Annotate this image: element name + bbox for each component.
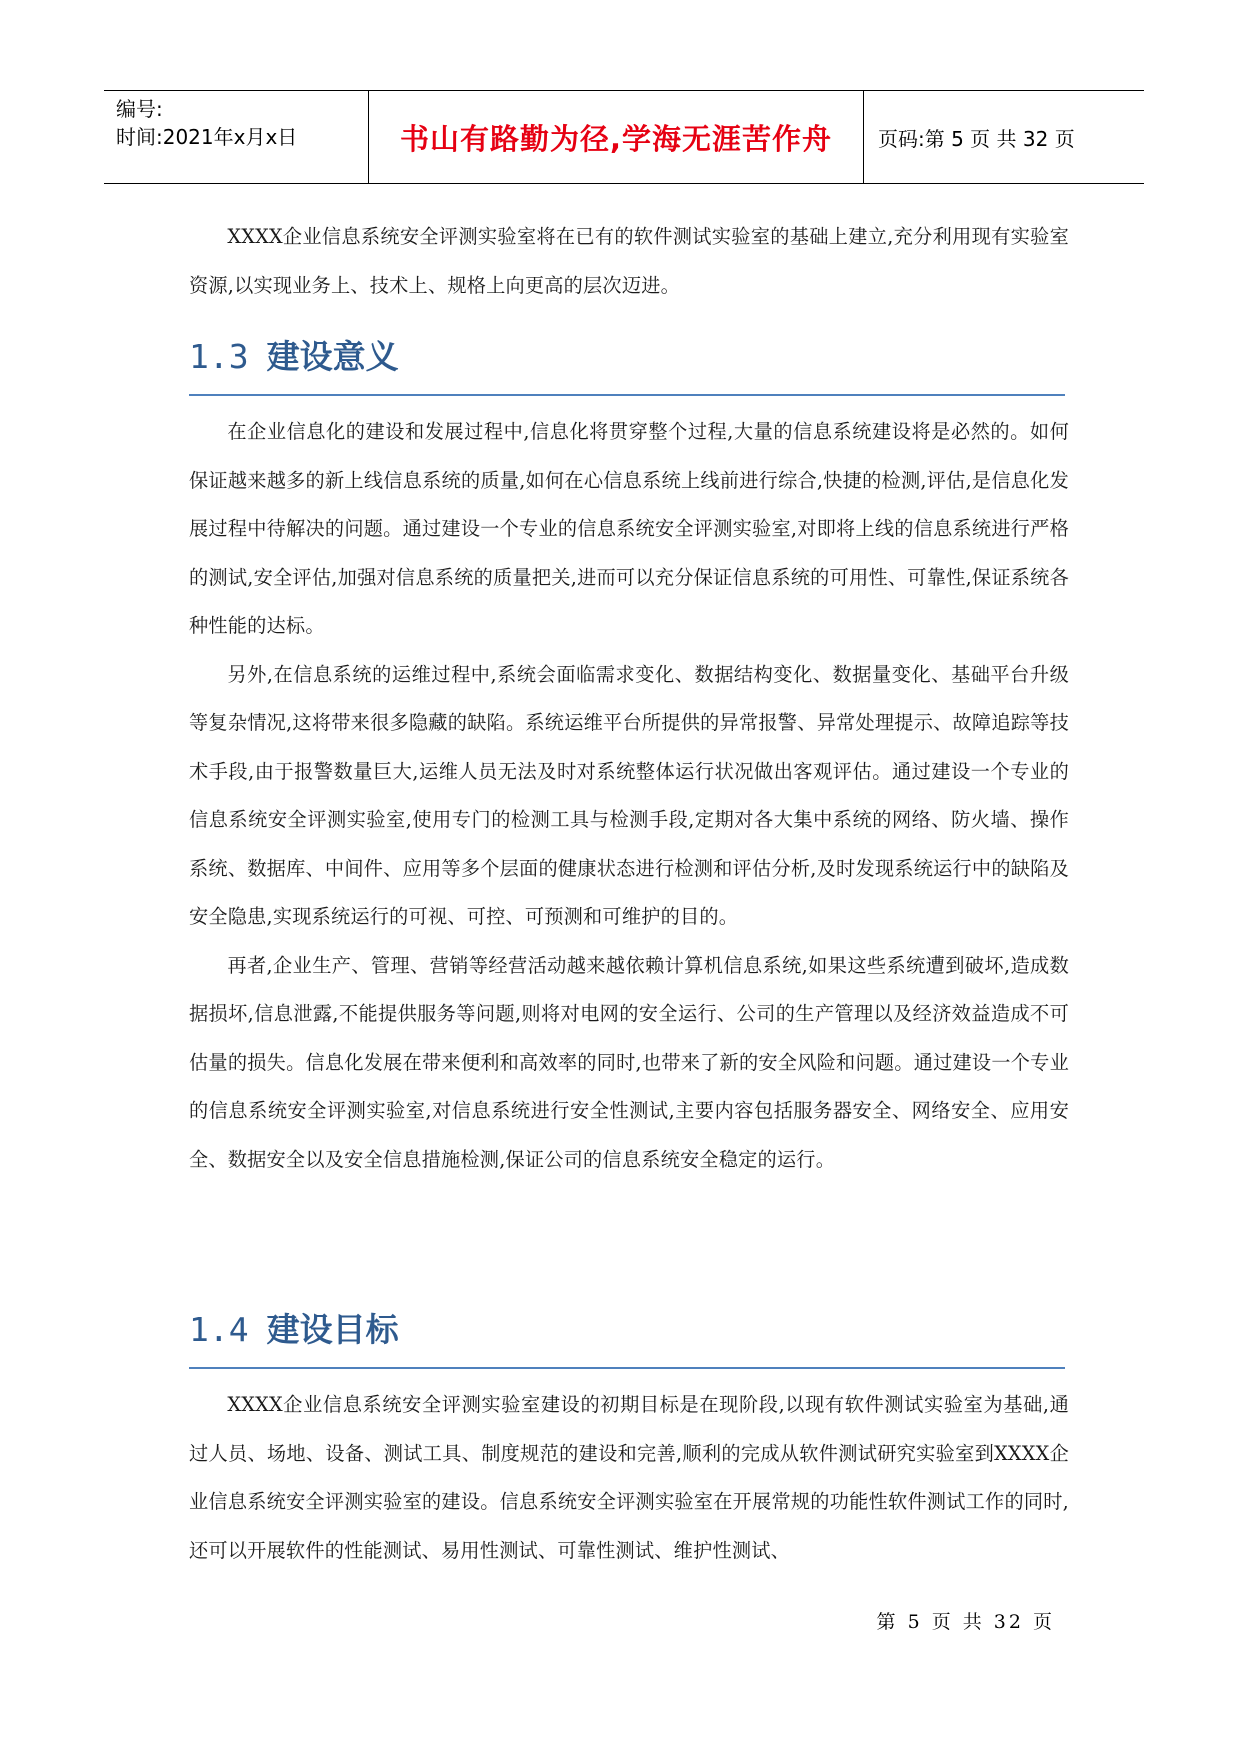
header-info-cell (104, 91, 369, 183)
page-footer: 第 5 页 共 32 页 (876, 1611, 1055, 1633)
body-paragraph: 在企业信息化的建设和发展过程中,信息化将贯穿整个过程,大量的信息系统建设将是必然的。如何保证越来越多的新上线信息系统的质量,如何在心信息系统上线前进行综合,快捷的检测,评估,是信息化发展过程中待解决的问题。通过建设一个专业的信息系统安全评测实验室,对即将上线的信息系统进行严格的测试,安全评估,加强对信息系统的质量把关,进而可以充分保证信息系统的可用性、可靠性,保证系统各种性能的达标。 (189, 420, 1069, 637)
body-paragraph: XXXX企业信息系统安全评测实验室建设的初期目标是在现阶段,以现有软件测试实验室为基础,通过人员、场地、设备、测试工具、制度规范的建设和完善,顺利的完成从软件测试研究实验室到XXXX企业信息系统安全评测实验室的建设。信息系统安全评测实验室在开展常规的功能性软件测试工作的同时,还可以开展软件的性能测试、易用性测试、可靠性测试、维护性测试、 (189, 1393, 1069, 1562)
header-number-label: 编号: (116, 97, 163, 121)
section-heading-1-3 (189, 334, 1065, 396)
section-1-4-body (189, 1381, 1069, 1575)
intro-block (189, 213, 1069, 310)
section-heading-1-4 (189, 1307, 1065, 1369)
intro-paragraph: XXXX企业信息系统安全评测实验室将在已有的软件测试实验室的基础上建立,充分利用现有实验室资源,以实现业务上、技术上、规格上向更高的层次迈进。 (189, 225, 1069, 297)
section-number: 1.3 (189, 337, 249, 376)
body-paragraph: 另外,在信息系统的运维过程中,系统会面临需求变化、数据结构变化、数据量变化、基础平台升级等复杂情况,这将带来很多隐藏的缺陷。系统运维平台所提供的异常报警、异常处理提示、故障追踪等技术手段,由于报警数量巨大,运维人员无法及时对系统整体运行状况做出客观评估。通过建设一个专业的信息系统安全评测实验室,使用专门的检测工具与检测手段,定期对各大集中系统的网络、防火墙、操作系统、数据库、中间件、应用等多个层面的健康状态进行检测和评估分析,及时发现系统运行中的缺陷及安全隐患,实现系统运行的可视、可控、可预测和可维护的目的。 (189, 662, 1069, 928)
section-title: 建设目标 (266, 1310, 399, 1349)
section-number: 1.4 (189, 1310, 249, 1349)
header-time-label: 时间:2021年x月x日 (116, 125, 298, 149)
header-page-code: 页码:第 5 页 共 32 页 (878, 126, 1075, 151)
header-motto: 书山有路勤为径,学海无涯苦作舟 (399, 121, 833, 156)
section-1-3-body (189, 408, 1069, 1184)
header-motto-cell (369, 91, 864, 183)
page-header (104, 90, 1144, 184)
header-page-cell (864, 91, 1144, 183)
section-title: 建设意义 (266, 337, 399, 376)
body-paragraph: 再者,企业生产、管理、营销等经营活动越来越依赖计算机信息系统,如果这些系统遭到破坏,造成数据损坏,信息泄露,不能提供服务等问题,则将对电网的安全运行、公司的生产管理以及经济效益造成不可估量的损失。信息化发展在带来便利和高效率的同时,也带来了新的安全风险和问题。通过建设一个专业的信息系统安全评测实验室,对信息系统进行安全性测试,主要内容包括服务器安全、网络安全、应用安全、数据安全以及安全信息措施检测,保证公司的信息系统安全稳定的运行。 (189, 953, 1069, 1171)
